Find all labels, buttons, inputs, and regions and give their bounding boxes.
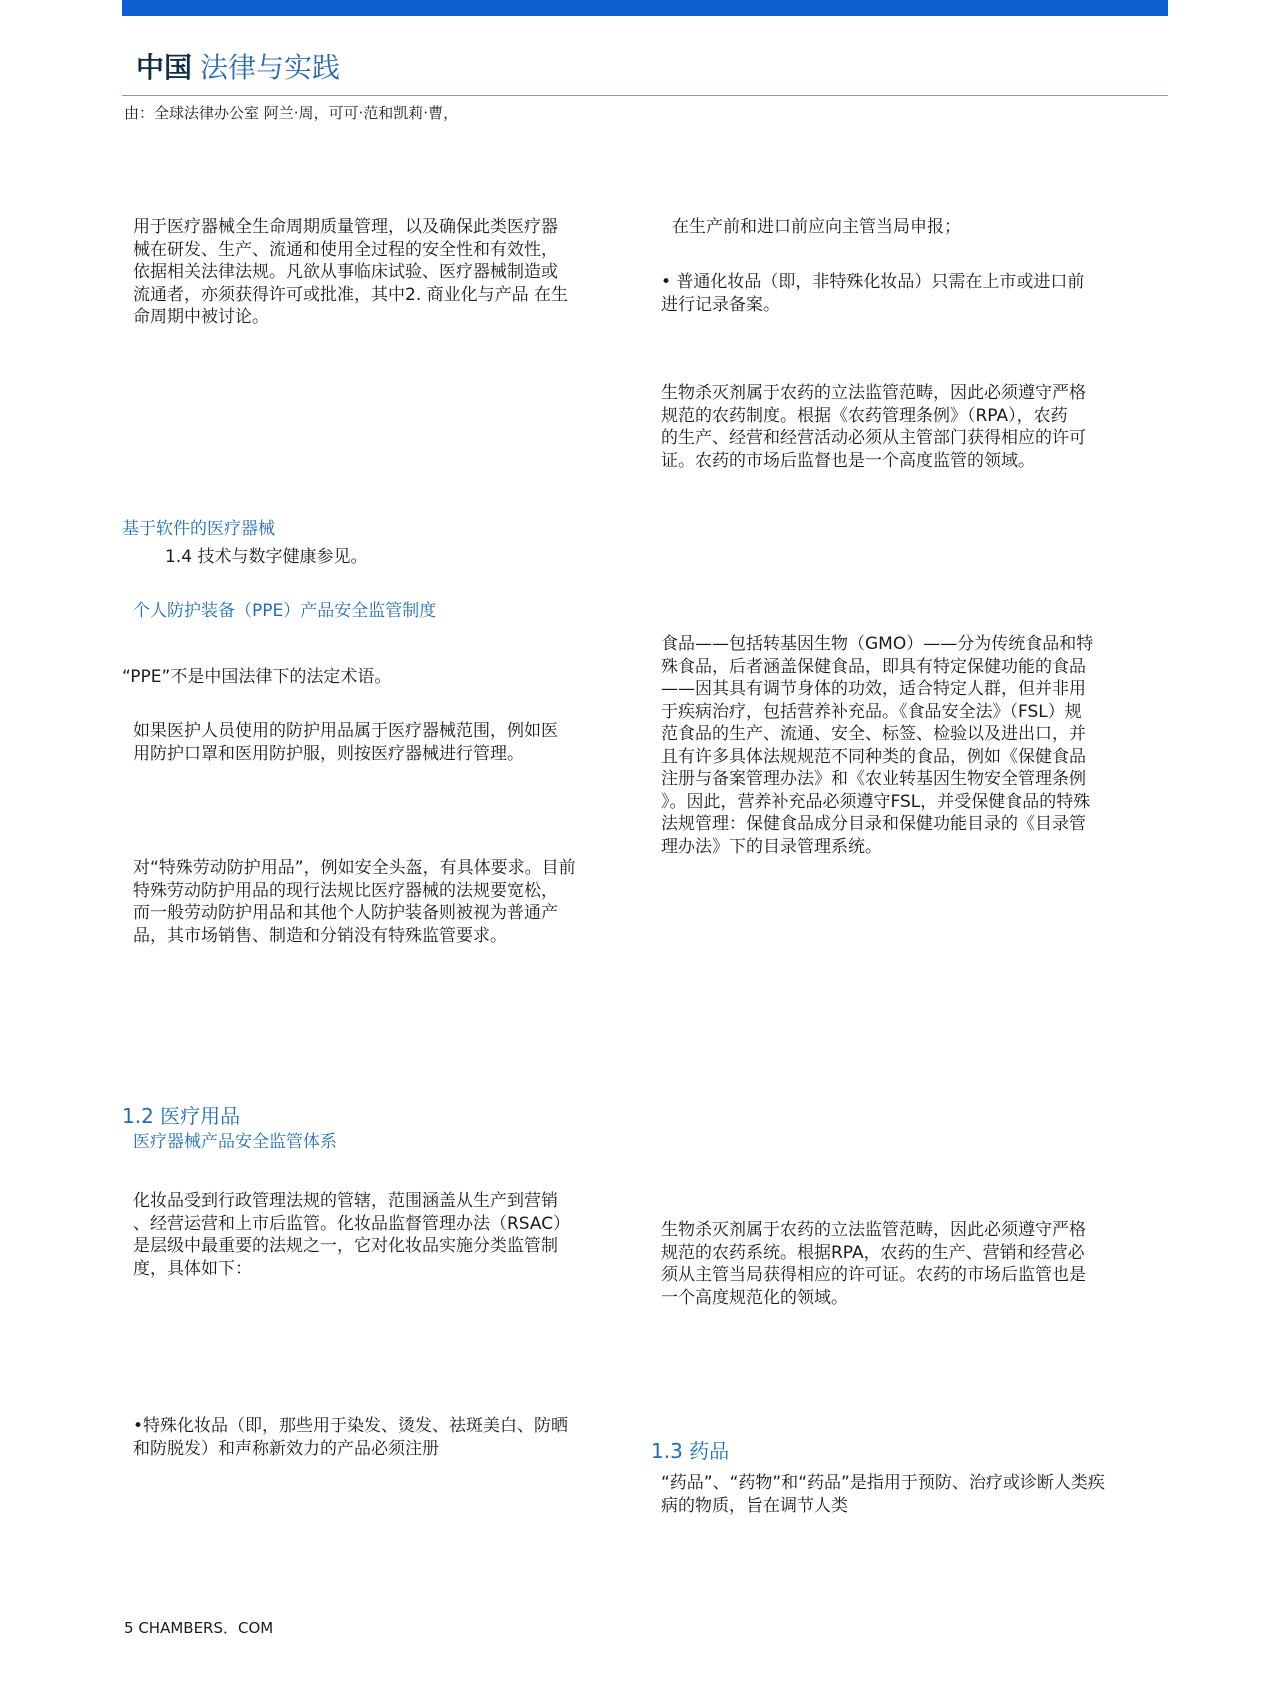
ordinary-cosmetics-bullet: • 普通化妆品（即，非特殊化妆品）只需在上市或进口前 进行记录备案。: [661, 272, 1085, 315]
special-cosmetics-bullet: •特殊化妆品（即，那些用于染发、烫发、祛斑美白、防晒 和防脱发）和声称新效力的产品必须注册: [133, 1416, 569, 1459]
declare-paragraph: 在生产前和进口前应向主管当局申报；: [672, 217, 961, 237]
ppe-term-paragraph: “PPE”不是中国法律下的法定术语。: [122, 667, 392, 687]
software-device-heading: 基于软件的医疗器械: [122, 519, 275, 539]
footer-site-link[interactable]: CHAMBERS．COM: [138, 1619, 274, 1637]
title-subject: 法律与实践: [200, 51, 341, 84]
top-accent-bar: [122, 0, 1168, 16]
biocides-paragraph-2: 生物杀灭剂属于农药的立法监管范畴，因此必须遵守严格 规范的农药系统。根据RPA，农药的生产、营销和经营必 须从主管当局获得相应的许可证。农药的市场后监管也是 一个高度规范化的领域。: [661, 1220, 1086, 1308]
software-device-reference: 1.4 技术与数字健康参见。: [165, 547, 368, 567]
ppe-special-paragraph: 对“特殊劳动防护用品”，例如安全头盔，有具体要求。目前 特殊劳动防护用品的现行法规比医疗器械的法规要宽松， 而一般劳动防护用品和其他个人防护装备则被视为普通产 品，其市场销售、制造和分销没有特殊监管要求。: [133, 858, 576, 946]
biocides-paragraph-1: 生物杀灭剂属于农药的立法监管范畴，因此必须遵守严格 规范的农药制度。根据《农药管理条例》（RPA），农药 的生产、经营和经营活动必须从主管部门获得相应的许可 证。农药的市场后监督也是一个高度监管的领域。: [661, 383, 1086, 471]
section-1-2-subheading: 医疗器械产品安全监管体系: [133, 1132, 337, 1152]
authors-line: 由：全球法律办公室 阿兰·周，可可·范和凯莉·曹，: [124, 104, 459, 122]
title-country: 中国: [136, 51, 193, 84]
page-title: [136, 50, 340, 86]
drugs-paragraph: “药品”、“药物”和“药品”是指用于预防、治疗或诊断人类疾 病的物质，旨在调节人类: [661, 1473, 1105, 1516]
section-1-2-heading: 1.2 医疗用品: [122, 1104, 241, 1128]
header-divider: [122, 95, 1168, 96]
food-paragraph: 食品——包括转基因生物（GMO）——分为传统食品和特 殊食品，后者涵盖保健食品，即具有特定保健功能的食品 ——因其具有调节身体的功效，适合特定人群，但并非用 于疾病治疗，包括营养补充品。《食品安全法》（FSL）规 范食品的生产、流通、安全、标签、检验以及进出口，并 且有许多具体法规规范不同种类的食品，例如《保健食品 注册与备案管理办法》和《农业转基因生物安全管理条例 》。因此，营养补充品必须遵守FSL，并受保健食品的特殊 法规管理：保健食品成分目录和保健功能目录的《目录管 理办法》下的目录管理系统。: [661, 634, 1094, 857]
section-1-3-heading: 1.3 药品: [651, 1439, 730, 1463]
ppe-medical-paragraph: 如果医护人员使用的防护用品属于医疗器械范围，例如医 用防护口罩和医用防护服，则按医疗器械进行管理。: [133, 721, 558, 764]
cosmetics-paragraph: 化妆品受到行政管理法规的管辖，范围涵盖从生产到营销 、经营运营和上市后监管。化妆品监督管理办法（RSAC） 是层级中最重要的法规之一，它对化妆品实施分类监管制 度，具体如下：: [133, 1191, 571, 1279]
page-footer: [124, 1619, 273, 1637]
ppe-heading: 个人防护装备（PPE）产品安全监管制度: [133, 601, 437, 621]
medical-device-intro-paragraph: 用于医疗器械全生命周期质量管理，以及确保此类医疗器 械在研发、生产、流通和使用全过程的安全性和有效性， 依据相关法律法规。凡欲从事临床试验、医疗器械制造或 流通者，亦须获得许可或批准，其中2. 商业化与产品 在生 命周期中被讨论。: [133, 217, 569, 327]
page-number: 5: [124, 1619, 134, 1637]
